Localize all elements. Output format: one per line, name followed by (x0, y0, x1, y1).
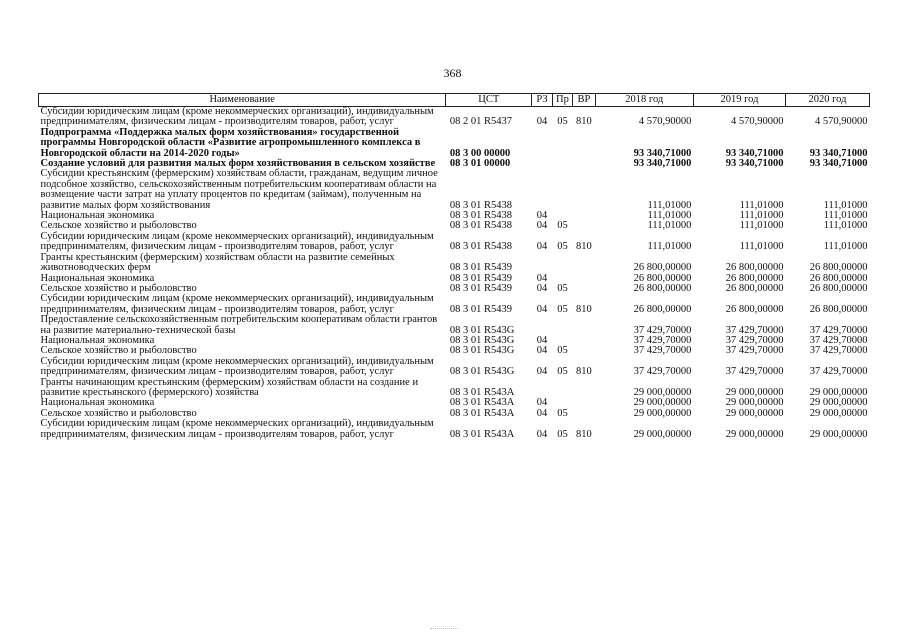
row-value-2019: 93 340,71000 (725, 147, 784, 159)
row-cst: 08 3 01 R5438 (449, 220, 512, 232)
table-body (39, 107, 870, 441)
row-cst: 08 3 01 R543A (449, 386, 515, 398)
row-name: Национальная экономика (40, 334, 155, 346)
table-row (39, 107, 870, 128)
row-name: Сельское хозяйство и рыболовство (40, 282, 197, 294)
table-row (39, 169, 870, 211)
header-2018: 2018 год (595, 94, 693, 107)
row-vr (573, 169, 596, 211)
row-vr (573, 346, 596, 356)
row-value-2019: 111,01000 (739, 220, 784, 232)
row-value-2019: 37 429,70000 (725, 324, 784, 336)
row-rz: 04 (536, 241, 548, 253)
row-value-2018: 4 570,90000 (638, 116, 692, 128)
row-cst: 08 3 01 R543G (449, 324, 515, 336)
row-vr (573, 398, 596, 408)
row-value-2019: 26 800,00000 (725, 262, 784, 274)
row-rz: 04 (536, 220, 548, 232)
row-cst: 08 3 01 R543G (449, 345, 515, 357)
row-cst: 08 3 01 R543A (449, 407, 515, 419)
row-cst: 08 3 01 R5438 (449, 199, 512, 211)
row-value-2019: 111,01000 (739, 210, 784, 222)
row-name: Национальная экономика (40, 397, 155, 409)
row-value-2018: 29 000,00000 (633, 386, 692, 398)
header-cst: ЦСТ (446, 94, 532, 107)
row-vr (573, 274, 596, 284)
row-vr (573, 128, 596, 159)
row-name: Создание условий для развития малых форм хозяйствования в сельском хозяйстве (40, 158, 436, 170)
row-cst: 08 3 01 R5439 (449, 282, 512, 294)
row-rz (532, 128, 552, 159)
row-value-2019: 29 000,00000 (725, 386, 784, 398)
row-pr (552, 128, 572, 159)
row-name: Сельское хозяйство и рыболовство (40, 345, 197, 357)
row-vr (573, 221, 596, 231)
row-value-2019: 111,01000 (739, 199, 784, 211)
row-vr: 810 (576, 241, 592, 253)
row-rz: 04 (536, 334, 548, 346)
row-vr (573, 253, 596, 274)
row-rz (532, 253, 552, 274)
table-row (39, 357, 870, 378)
row-value-2018: 26 800,00000 (633, 303, 692, 315)
row-rz: 04 (536, 345, 548, 357)
row-vr (573, 315, 596, 336)
row-name: Сельское хозяйство и рыболовство (40, 407, 197, 419)
table-row (39, 232, 870, 253)
row-name: Гранты начинающим крестьянским (фермерским) хозяйствам области на создание и развитие крестьянского (фермерского) хозяйства (40, 376, 419, 398)
row-value-2020: 37 429,70000 (809, 345, 868, 357)
table-row (39, 128, 870, 159)
row-name: Субсидии юридическим лицам (кроме некоммерческих организаций), индивидуальным предпринимателям, физическим лицам - производителям товаров, работ, услуг (40, 293, 434, 315)
row-value-2018: 111,01000 (647, 210, 692, 222)
row-vr: 810 (576, 366, 592, 378)
row-cst: 08 3 01 R543G (449, 366, 515, 378)
row-rz: 04 (536, 397, 548, 409)
header-vr: ВР (573, 94, 596, 107)
row-rz (532, 159, 552, 169)
row-value-2019: 29 000,00000 (725, 397, 784, 409)
row-cst: 08 3 01 R543G (449, 334, 515, 346)
row-name: Субсидии юридическим лицам (кроме некоммерческих организаций), индивидуальным предпринимателям, физическим лицам - производителям товаров, работ, услуг (40, 355, 434, 378)
row-value-2020: 4 570,90000 (815, 116, 868, 128)
row-rz: 04 (536, 407, 548, 419)
row-value-2020: 29 000,00000 (809, 428, 868, 440)
budget-table (38, 93, 870, 440)
row-value-2019: 29 000,00000 (725, 428, 784, 440)
row-value-2020: 93 340,71000 (809, 147, 868, 159)
row-value-2020: 111,01000 (823, 241, 868, 253)
row-cst: 08 3 01 R5438 (449, 210, 512, 222)
row-name: Подпрограмма «Поддержка малых форм хозяйствования» государственной программы Новгородской области «Развитие агропромышленного комплекса в Новгородской области на 2014-2020 годы» (40, 126, 421, 159)
row-name: Субсидии юридическим лицам (кроме некоммерческих организаций), индивидуальным предпринимателям, физическим лицам - производителям товаров, работ, услуг (40, 230, 434, 253)
row-rz (532, 315, 552, 336)
row-vr: 810 (576, 428, 592, 440)
row-cst: 08 3 01 R5438 (449, 241, 512, 253)
row-value-2019: 93 340,71000 (725, 158, 784, 170)
table-row (39, 253, 870, 274)
row-rz (532, 169, 552, 211)
row-value-2020: 111,01000 (823, 210, 868, 222)
row-cst: 08 3 01 R543A (449, 428, 515, 440)
row-name: Субсидии юридическим лицам (кроме некоммерческих организаций), индивидуальным предпринимателям, физическим лицам - производителям товаров, работ, услуг (40, 418, 434, 440)
row-pr: 05 (557, 241, 568, 253)
row-value-2018: 111,01000 (647, 199, 692, 211)
row-value-2018: 37 429,70000 (633, 324, 692, 336)
row-value-2018: 29 000,00000 (633, 397, 692, 409)
row-pr: 05 (557, 428, 568, 440)
row-name: Субсидии юридическим лицам (кроме некоммерческих организаций), индивидуальным предпринимателям, физическим лицам - производителям товаров, работ, услуг (40, 106, 434, 128)
row-pr: 05 (557, 220, 568, 232)
row-value-2019: 26 800,00000 (725, 272, 784, 284)
row-rz: 04 (536, 282, 548, 294)
row-value-2019: 111,01000 (739, 241, 784, 253)
row-name: Предоставление сельскохозяйственным потребительским кооперативам области грантов на развитие материально-технической базы (40, 314, 438, 336)
row-value-2020: 29 000,00000 (809, 386, 868, 398)
row-name: Субсидии крестьянским (фермерским) хозяйствам области, гражданам, ведущим личное подсобное хозяйство, сельскохозяйственным потребительским кооперативам области на возмещение части затрат на уплату процентов по кредитам (займам), полученным на развитие малых форм хозяйствования (40, 168, 438, 211)
row-value-2020: 93 340,71000 (809, 158, 868, 170)
row-vr (573, 159, 596, 169)
row-vr (573, 378, 596, 399)
header-name: Наименование (39, 94, 446, 107)
row-cst: 08 3 01 00000 (449, 158, 511, 170)
row-value-2019: 26 800,00000 (725, 303, 784, 315)
table-row (39, 419, 870, 440)
row-cst: 08 3 01 R5439 (449, 262, 512, 274)
row-rz (532, 378, 552, 399)
row-value-2020: 26 800,00000 (809, 303, 868, 315)
row-value-2020: 37 429,70000 (809, 324, 868, 336)
row-cst: 08 2 01 R5437 (449, 116, 512, 128)
table-row (39, 378, 870, 399)
row-rz: 04 (536, 210, 548, 222)
header-2019: 2019 год (693, 94, 785, 107)
row-rz: 04 (536, 116, 548, 128)
row-value-2020: 37 429,70000 (809, 334, 868, 346)
row-rz: 04 (536, 428, 548, 440)
row-vr (573, 336, 596, 346)
row-value-2020: 29 000,00000 (809, 397, 868, 409)
page-number: 368 (443, 66, 462, 80)
row-pr: 05 (557, 116, 568, 128)
row-cst: 08 3 01 R5439 (449, 272, 512, 284)
row-pr: 05 (557, 366, 568, 378)
row-value-2020: 111,01000 (823, 199, 868, 211)
row-pr (552, 378, 572, 399)
row-cst: 08 3 00 00000 (449, 147, 511, 159)
row-value-2018: 26 800,00000 (633, 282, 692, 294)
row-value-2019: 4 570,90000 (731, 116, 784, 128)
row-pr (552, 315, 572, 336)
row-cst: 08 3 01 R5439 (449, 303, 512, 315)
row-value-2018: 37 429,70000 (633, 345, 692, 357)
row-rz: 04 (536, 303, 548, 315)
row-value-2020: 111,01000 (823, 220, 868, 232)
row-pr (552, 169, 572, 211)
row-pr: 05 (557, 282, 568, 294)
row-value-2018: 93 340,71000 (633, 158, 692, 170)
row-value-2020: 37 429,70000 (809, 366, 868, 378)
row-value-2020: 26 800,00000 (809, 272, 868, 284)
row-value-2020: 29 000,00000 (809, 407, 868, 419)
row-rz: 04 (536, 272, 548, 284)
row-value-2020: 26 800,00000 (809, 282, 868, 294)
row-value-2019: 37 429,70000 (725, 334, 784, 346)
row-vr (573, 284, 596, 294)
row-rz: 04 (536, 366, 548, 378)
table-row (39, 294, 870, 315)
row-pr (552, 253, 572, 274)
header-rz: РЗ (532, 94, 552, 107)
row-value-2018: 37 429,70000 (633, 366, 692, 378)
row-vr: 810 (576, 303, 592, 315)
row-vr (573, 409, 596, 419)
footer-mark (430, 628, 458, 629)
row-pr (552, 159, 572, 169)
header-2020: 2020 год (786, 94, 870, 107)
row-name: Национальная экономика (40, 210, 155, 222)
header-pr: Пр (552, 94, 572, 107)
row-value-2018: 26 800,00000 (633, 262, 692, 274)
row-vr (573, 211, 596, 221)
row-value-2019: 26 800,00000 (725, 282, 784, 294)
table-header (39, 94, 870, 107)
row-value-2018: 29 000,00000 (633, 428, 692, 440)
row-name: Национальная экономика (40, 272, 155, 284)
row-pr: 05 (557, 345, 568, 357)
row-vr: 810 (576, 116, 592, 128)
table-row (39, 315, 870, 336)
row-value-2019: 29 000,00000 (725, 407, 784, 419)
row-value-2019: 37 429,70000 (725, 366, 784, 378)
row-value-2020: 26 800,00000 (809, 262, 868, 274)
row-pr: 05 (557, 303, 568, 315)
row-value-2018: 111,01000 (647, 241, 692, 253)
row-value-2019: 37 429,70000 (725, 345, 784, 357)
row-value-2018: 111,01000 (647, 220, 692, 232)
row-pr: 05 (557, 407, 568, 419)
row-value-2018: 29 000,00000 (633, 407, 692, 419)
row-value-2018: 26 800,00000 (633, 272, 692, 284)
row-value-2018: 93 340,71000 (633, 147, 692, 159)
row-value-2018: 37 429,70000 (633, 334, 692, 346)
row-cst: 08 3 01 R543A (449, 397, 515, 409)
row-name: Сельское хозяйство и рыболовство (40, 220, 197, 232)
row-name: Гранты крестьянским (фермерским) хозяйствам области на развитие семейных животноводческих ферм (40, 251, 395, 274)
